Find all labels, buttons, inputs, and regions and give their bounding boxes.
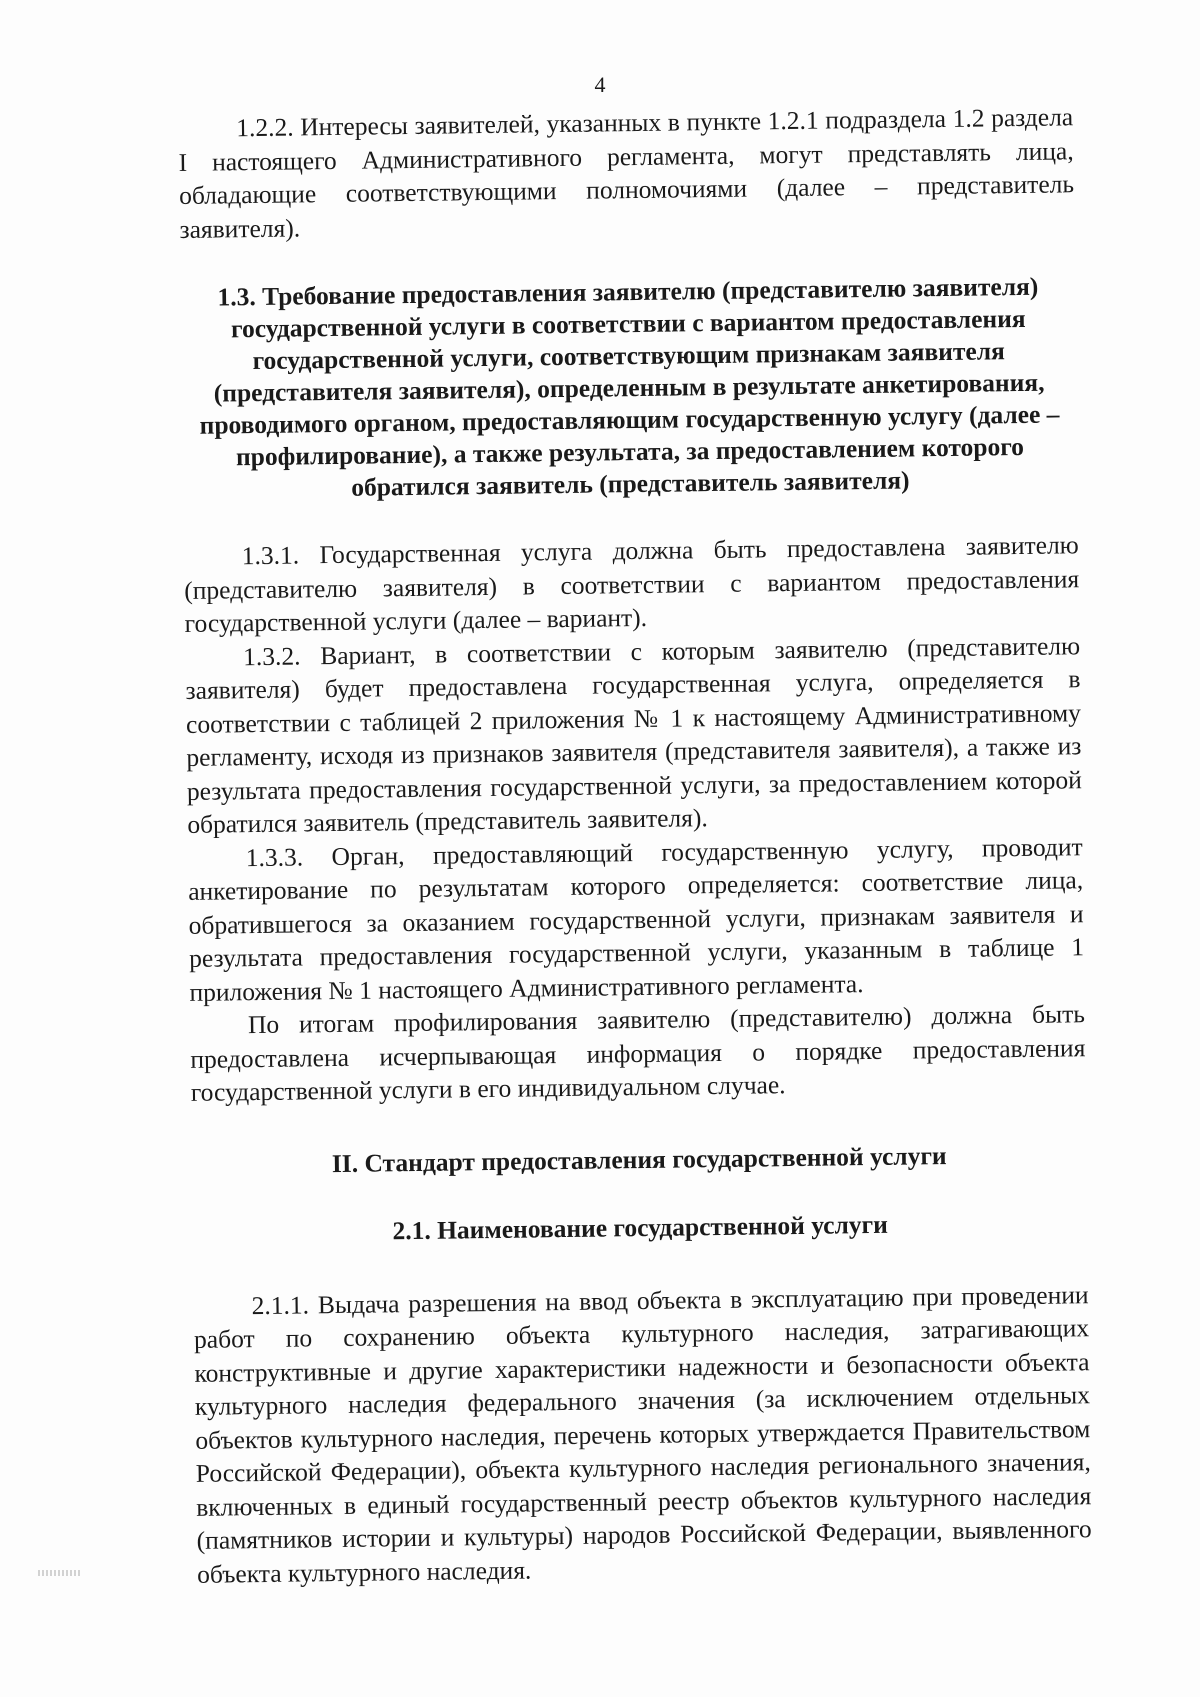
heading-1-3: 1.3. Требование предоставления заявителю (представителю заявителя) государственной услуги в соответствии с вариантом предоставления государственной услуги, соответствующим признакам заявителя (представителя заявителя), определенным в результате анкетирования, проводимого органом, предоставляющим государственную услугу (далее – профилирование), а также результата, за предоставлением которого обратился заявитель (представитель заявителя)	[199, 271, 1060, 502]
scan-artifact	[38, 1570, 82, 1576]
paragraph-1-3-1: 1.3.1. Государственная услуга должна быть предоставлена заявителю (представителю заявителя) в соответствии с вариантом предоставления государственной услуги (далее – вариант).	[184, 530, 1080, 638]
paragraph-2-1-1: 2.1.1. Выдача разрешения на ввод объекта в эксплуатацию при проведении работ по сохранению объекта культурного наследия, затрагивающих конструктивные и другие характеристики надежности и безопасности объекта культурного наследия федерального значения (за исключением отдельных объектов культурного наследия, перечень которых утверждается Правительством Российской Федерации), объекта культурного наследия регионального значения, включенных в единый государственный реестр объектов культурного наследия (памятников истории и культуры) народов Российской Федерации, выявленного объекта культурного наследия.	[193, 1279, 1092, 1589]
page-number: 4	[594, 72, 606, 97]
paragraph-1-3-2: 1.3.2. Вариант, в соответствии с которым заявителю (представителю заявителя) будет предоставлена государственная услуга, определяется в соответствии с таблицей 2 приложения № 1 к настоящему Административному регламенту, исходя из признаков заявителя (представителя заявителя), а также из результата предоставления государственной услуги, за предоставлением которой обратился заявитель (представитель заявителя).	[185, 630, 1083, 839]
paragraph-1-2-2: 1.2.2. Интересы заявителей, указанных в пункте 1.2.1 подраздела 1.2 раздела I настоящего Административного регламента, могут представлять лица, обладающие соответствующими полномочиями (далее – представитель заявителя).	[178, 102, 1075, 244]
document-body	[178, 100, 1092, 1591]
paragraph-1-3-3: 1.3.3. Орган, предоставляющий государственную услугу, проводит анкетирование по результатам которого определяется: соответствие лица, обратившегося за оказанием государственной услуги, признакам заявителя и результата предоставления государственной услуги, указанным в таблице 1 приложения № 1 настоящего Административного регламента.	[188, 831, 1085, 1007]
heading-section-2: II. Стандарт предоставления государственной услуги	[331, 1140, 947, 1178]
paragraph-profiling: По итогам профилирования заявителю (представителю) должна быть предоставлена исчерпывающая информация о порядке предоставления государственной услуги в его индивидуальном случае.	[190, 999, 1086, 1107]
heading-2-1: 2.1. Наименование государственной услуги	[392, 1209, 889, 1245]
